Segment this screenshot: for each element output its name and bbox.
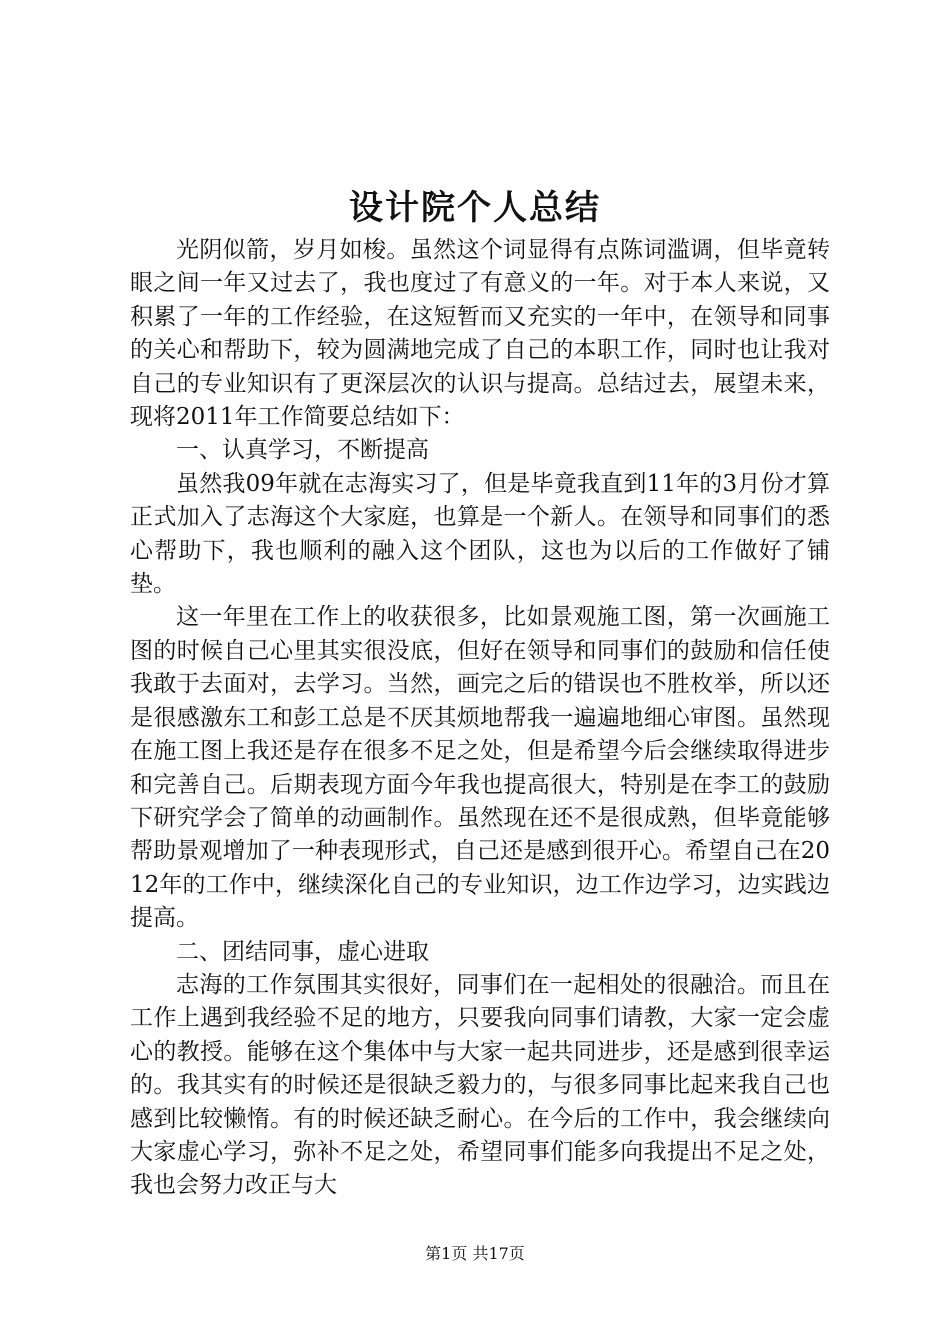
page-footer: 第1页 共17页 — [425, 1244, 525, 1263]
section-heading-1: 一、认真学习，不断提高 — [176, 437, 429, 464]
document-title: 设计院个人总结 — [349, 188, 601, 228]
section-heading-2: 二、团结同事，虚心进取 — [176, 938, 429, 965]
paragraph-section1-a: 虽然我09年就在志海实习了，但是毕竟我直到11年的3月份才算正式加入了志海这个大家庭，也算是一个新人。在领导和同事们的悉心帮助下，我也顺利的融入这个团队，这也为以后的工作做好了铺垫。 — [130, 470, 830, 598]
document-body — [130, 234, 830, 1203]
paragraph-intro: 光阴似箭，岁月如梭。虽然这个词显得有点陈词滥调，但毕竟转眼之间一年又过去了，我也度过了有意义的一年。对于本人来说，又积累了一年的工作经验，在这短暂而又充实的一年中，在领导和同事的关心和帮助下，较为圆满地完成了自己的本职工作，同时也让我对自己的专业知识有了更深层次的认识与提高。总结过去，展望未来，现将2011年工作简要总结如下： — [130, 237, 830, 431]
paragraph-section1-b: 这一年里在工作上的收获很多，比如景观施工图，第一次画施工图的时候自己心里其实很没底，但好在领导和同事们的鼓励和信任使我敢于去面对，去学习。当然，画完之后的错误也不胜枚举，所以还是很感激东工和彭工总是不厌其烦地帮我一遍遍地细心审图。虽然现在施工图上我还是存在很多不足之处，但是希望今后会继续取得进步和完善自己。后期表现方面今年我也提高很大，特别是在李工的鼓励下研究学会了简单的动画制作。虽然现在还不是很成熟，但毕竟能够帮助景观增加了一种表现形式，自己还是感到很开心。希望自己在2012年的工作中，继续深化自己的专业知识，边工作边学习，边实践边提高。 — [130, 604, 830, 932]
paragraph-section2-a: 志海的工作氛围其实很好，同事们在一起相处的很融洽。而且在工作上遇到我经验不足的地方，只要我向同事们请教，大家一定会虚心的教授。能够在这个集体中与大家一起共同进步，还是感到很幸运的。我其实有的时候还是很缺乏毅力的，与很多同事比起来我自己也感到比较懒惰。有的时候还缺乏耐心。在今后的工作中，我会继续向大家虚心学习，弥补不足之处，希望同事们能多向我提出不足之处，我也会努力改正与大 — [130, 971, 830, 1199]
